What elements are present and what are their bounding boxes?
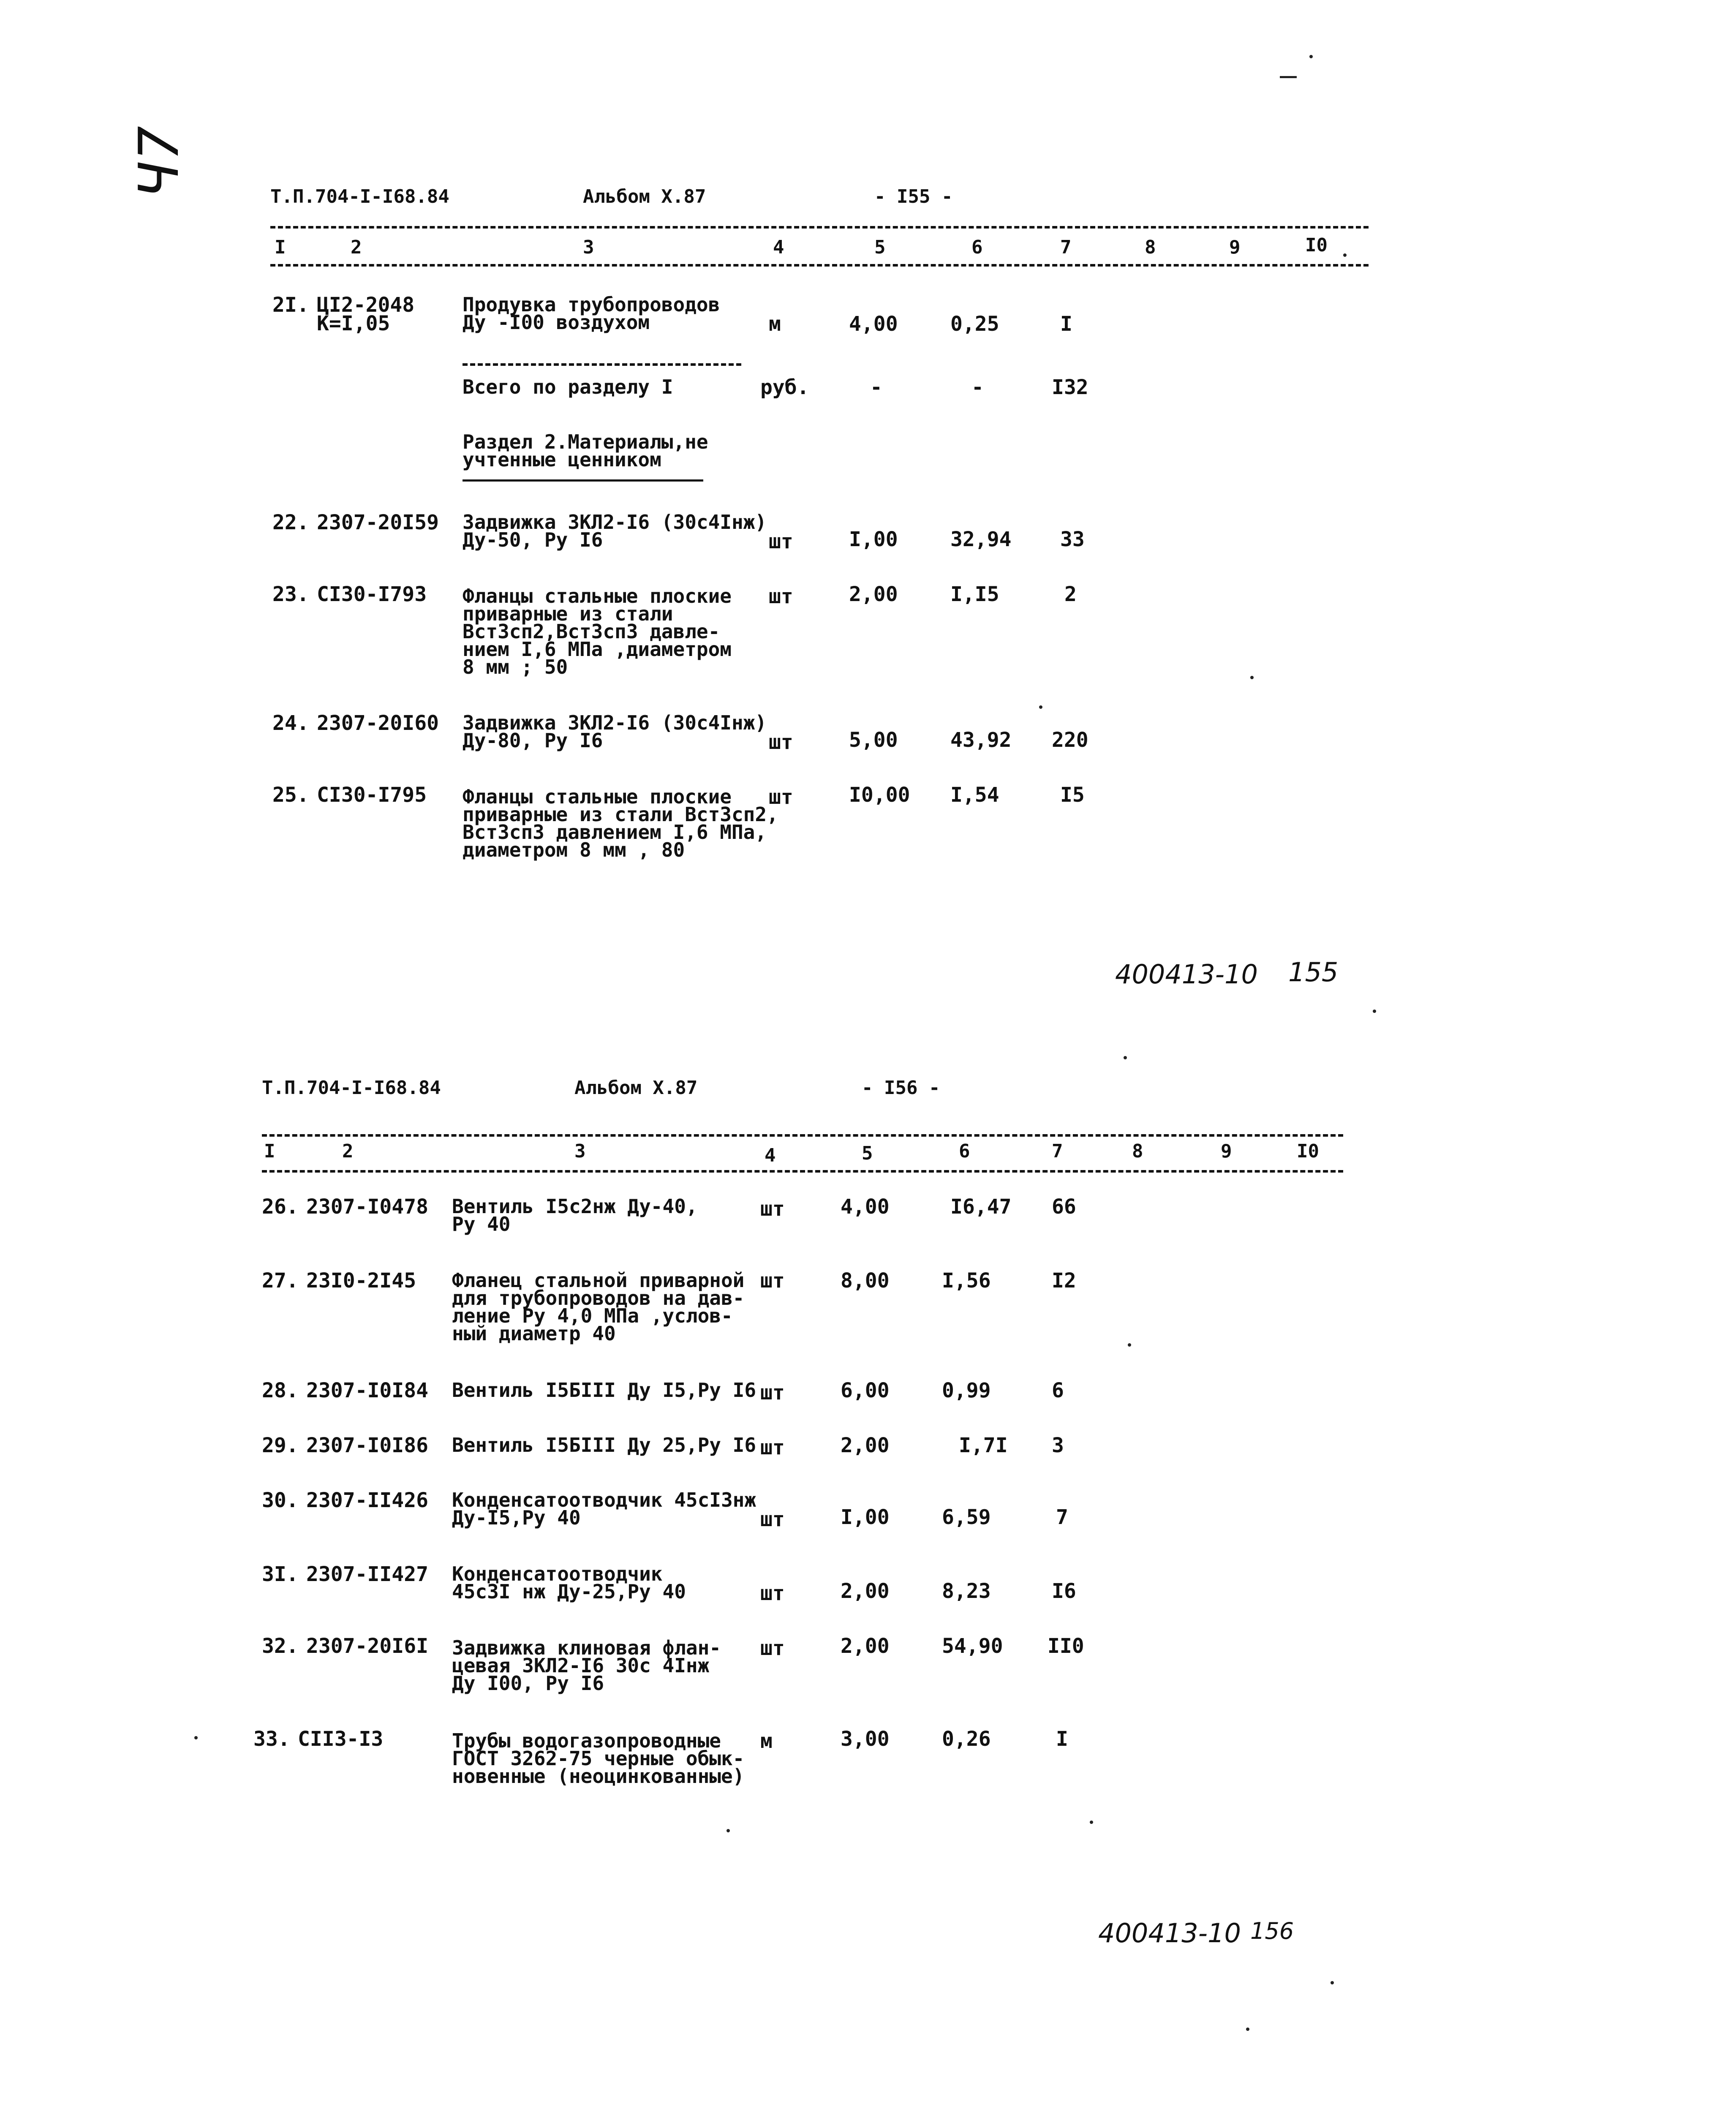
row-qty: 2,00 (841, 1434, 890, 1457)
row-total: I2 (1052, 1269, 1076, 1293)
row-number: 3I. (262, 1562, 299, 1586)
row-unit: м (760, 1729, 773, 1753)
row-description: Задвижка ЗКЛ2-I6 (30с4Iнж) Ду-50, Ру I6 (463, 511, 767, 551)
row-number: 32. (262, 1634, 299, 1658)
row-unit: шт (769, 530, 793, 553)
row-code: 2307-II427 (306, 1562, 428, 1586)
row-number: 28. (262, 1379, 299, 1402)
col-3: 3 (574, 1140, 586, 1162)
row-qty: 6,00 (841, 1379, 890, 1402)
col-6: 6 (959, 1140, 970, 1162)
row-qty: 2,00 (849, 582, 898, 606)
row-number: 25. (272, 783, 309, 807)
row-code: 2307-I0478 (306, 1195, 428, 1219)
row-unit: шт (760, 1436, 785, 1459)
row-code: 2307-20I59 (317, 511, 439, 534)
row-code: 2307-I0I84 (306, 1379, 428, 1402)
col-2: 2 (351, 237, 362, 258)
archive-stamp-number: 400413-10 (1098, 1918, 1241, 1949)
row-price: 43,92 (950, 728, 1012, 752)
row-qty: I,00 (841, 1505, 890, 1529)
row-code: 2307-20I6I (306, 1634, 428, 1658)
row-price: - (971, 376, 984, 399)
row-unit: шт (760, 1197, 785, 1221)
row-description: Вентиль I5с2нж Ду-40, Ру 40 (452, 1195, 698, 1236)
row-qty: 3,00 (841, 1727, 890, 1751)
row-price: I,7I (959, 1434, 1008, 1457)
archive-stamp-number: 400413-10 (1115, 959, 1258, 990)
row-number: 22. (272, 511, 309, 534)
row-description: Вентиль I5БIII Ду I5,Ру I6 (452, 1379, 756, 1402)
row-qty: I,00 (849, 528, 898, 551)
row-total: 3 (1052, 1434, 1064, 1457)
row-unit: шт (769, 730, 793, 754)
doc-reference: Т.П.704-I-I68.84 (262, 1077, 441, 1099)
row-unit: шт (760, 1269, 785, 1293)
row-unit: шт (769, 585, 793, 608)
row-code: 23I0-2I45 (306, 1269, 416, 1293)
row-price: 0,99 (942, 1379, 991, 1402)
row-qty: - (870, 376, 882, 399)
row-code: CI30-I795 (317, 783, 427, 807)
col-4: 4 (773, 237, 784, 258)
row-description: Фланцы стальные плоские приварные из стали Вст3сп2,Вст3сп3 давле- нием I,6 МПа ,диаметром 8 мм ; 50 (463, 585, 732, 678)
row-qty: 4,00 (849, 312, 898, 336)
col-1: I (275, 237, 286, 258)
section-underline (463, 479, 703, 482)
row-description: Задвижка ЗКЛ2-I6 (30с4Iнж) Ду-80, Ру I6 (463, 711, 767, 752)
row-qty: I0,00 (849, 783, 910, 807)
row-total: I5 (1060, 783, 1085, 807)
header-bottom-rule (270, 264, 1369, 267)
row-qty: 2,00 (841, 1579, 890, 1603)
row-price: 32,94 (950, 528, 1012, 551)
row-description: Продувка трубопроводов Ду -I00 воздухом (463, 293, 720, 334)
col-5: 5 (874, 237, 886, 258)
row-qty: 5,00 (849, 728, 898, 752)
row-total: I (1060, 312, 1072, 336)
col-10: I0 (1297, 1140, 1319, 1162)
row-qty: 4,00 (841, 1195, 890, 1219)
row-total: 33 (1060, 528, 1085, 551)
header-top-rule (262, 1134, 1343, 1137)
col-4: 4 (765, 1145, 776, 1166)
row-description: Конденсатоотводчик 45сI3нж Ду-I5,Ру 40 (452, 1489, 756, 1529)
row-description: Трубы водогазопроводные ГОСТ 3262-75 черные обык- новенные (неоцинкованные) (452, 1729, 745, 1788)
row-description: Всего по разделу I (463, 376, 673, 398)
row-description: Вентиль I5БIII Ду 25,Ру I6 (452, 1434, 756, 1456)
row-description: Конденсатоотводчик 45с3I нж Ду-25,Ру 40 (452, 1562, 686, 1603)
row-qty: 8,00 (841, 1269, 890, 1293)
col-5: 5 (862, 1143, 873, 1164)
header-top-rule (270, 226, 1369, 229)
margin-handwritten-mark: Ч7 (127, 126, 191, 199)
row-code: CII3-I3 (298, 1727, 384, 1751)
row-price: I,I5 (950, 582, 999, 606)
row-unit: шт (760, 1508, 785, 1531)
col-7: 7 (1060, 237, 1072, 258)
col-8: 8 (1145, 237, 1156, 258)
row-qty: 2,00 (841, 1634, 890, 1658)
row-description: Фланцы стальные плоские приварные из стали Вст3сп2, Вст3сп3 давлением I,6 МПа, диаметром 8 мм , 80 (463, 785, 778, 861)
album-label: Альбом X.87 (583, 186, 706, 207)
row-unit: шт (769, 785, 793, 809)
row-unit: м (769, 312, 781, 336)
row-unit: шт (760, 1636, 785, 1660)
col-6: 6 (971, 237, 983, 258)
archive-stamp-page: 155 (1288, 957, 1339, 988)
col-2: 2 (342, 1140, 354, 1162)
row-number: 2I. (272, 293, 309, 317)
row-code: 2307-I0I86 (306, 1434, 428, 1457)
row-total: 220 (1052, 728, 1088, 752)
row-total: 7 (1056, 1505, 1068, 1529)
row-price: I6,47 (950, 1195, 1012, 1219)
row-number: 29. (262, 1434, 299, 1457)
section-title: Раздел 2.Материалы,не учтенные ценником (463, 430, 708, 471)
row-number: 26. (262, 1195, 299, 1219)
page-number: - I56 - (862, 1077, 940, 1099)
row-code: ЦI2-2048 К=I,05 (317, 293, 415, 335)
row-description: Фланец стальной приварной для трубопроводов на дав- ление Ру 4,0 МПа ,услов- ный диаметр 40 (452, 1269, 745, 1345)
doc-reference: Т.П.704-I-I68.84 (270, 186, 449, 207)
subtotal-rule (463, 363, 741, 366)
col-3: 3 (583, 237, 594, 258)
row-unit: шт (760, 1581, 785, 1605)
row-price: 8,23 (942, 1579, 991, 1603)
row-total: 2 (1064, 582, 1077, 606)
row-total: I (1056, 1727, 1068, 1751)
col-10: I0 (1305, 234, 1328, 256)
col-8: 8 (1132, 1140, 1143, 1162)
row-code: 2307-20I60 (317, 711, 439, 735)
row-total: I6 (1052, 1579, 1076, 1603)
row-number: 33. (253, 1727, 290, 1751)
row-number: 23. (272, 582, 309, 606)
row-description: Задвижка клиновая флан- цевая ЗКЛ2-I6 30с 4Iнж Ду I00, Ру I6 (452, 1636, 721, 1695)
row-code: 2307-II426 (306, 1489, 428, 1512)
row-price: 6,59 (942, 1505, 991, 1529)
page-number: - I55 - (874, 186, 953, 207)
header-bottom-rule (262, 1170, 1343, 1173)
album-label: Альбом X.87 (574, 1077, 698, 1099)
col-1: I (264, 1140, 275, 1162)
row-code: CI30-I793 (317, 582, 427, 606)
row-number: 24. (272, 711, 309, 735)
row-total: II0 (1048, 1634, 1084, 1658)
col-9: 9 (1221, 1140, 1232, 1162)
row-price: 54,90 (942, 1634, 1003, 1658)
archive-stamp-page: 156 (1250, 1918, 1294, 1944)
row-number: 27. (262, 1269, 299, 1293)
row-number: 30. (262, 1489, 299, 1512)
col-7: 7 (1052, 1140, 1063, 1162)
row-price: I,56 (942, 1269, 991, 1293)
row-total: I32 (1052, 376, 1088, 399)
row-total: 66 (1052, 1195, 1076, 1219)
row-unit: руб. (760, 376, 809, 399)
row-price: I,54 (950, 783, 999, 807)
col-9: 9 (1229, 237, 1241, 258)
row-unit: шт (760, 1381, 785, 1404)
row-total: 6 (1052, 1379, 1064, 1402)
row-price: 0,26 (942, 1727, 991, 1751)
row-price: 0,25 (950, 312, 999, 336)
